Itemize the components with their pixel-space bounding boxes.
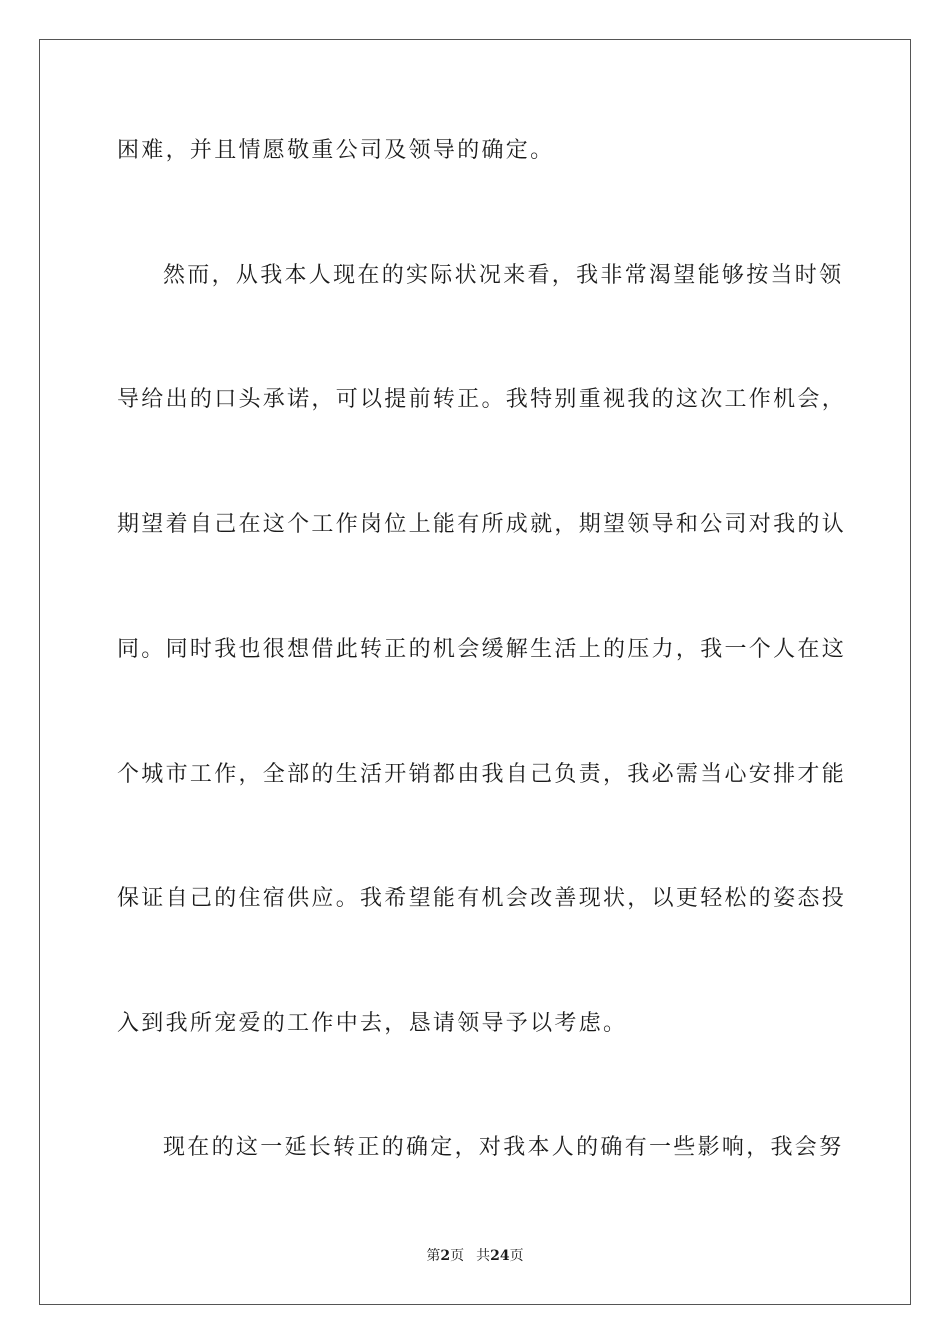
text-line-9: 现在的这一延长转正的确定，对我本人的确有一些影响，我会努 xyxy=(163,1135,844,1160)
text-line-8: 入到我所宠爱的工作中去，恳请领导予以考虑。 xyxy=(117,1011,628,1036)
text-line-5: 同。同时我也很想借此转正的机会缓解生活上的压力，我一个人在这 xyxy=(117,637,847,662)
page-footer xyxy=(0,1246,950,1266)
text-line-3: 导给出的口头承诺，可以提前转正。我特别重视我的这次工作机会， xyxy=(117,387,847,412)
total-prefix: 共 xyxy=(476,1248,491,1264)
text-line-1: 困难，并且情愿敬重公司及领导的确定。 xyxy=(117,138,555,163)
page-suffix: 页 xyxy=(450,1248,465,1264)
text-line-2: 然而，从我本人现在的实际状况来看，我非常渴望能够按当时领 xyxy=(163,263,844,288)
page-prefix: 第 xyxy=(426,1248,441,1264)
page-border xyxy=(39,39,911,1305)
text-line-6: 个城市工作，全部的生活开销都由我自己负责，我必需当心安排才能 xyxy=(117,762,847,787)
text-line-4: 期望着自己在这个工作岗位上能有所成就，期望领导和公司对我的认 xyxy=(117,512,847,537)
text-line-7: 保证自己的住宿供应。我希望能有机会改善现状，以更轻松的姿态投 xyxy=(117,886,847,911)
total-pages: 24 xyxy=(490,1248,510,1264)
page-number: 2 xyxy=(440,1248,451,1264)
total-suffix: 页 xyxy=(509,1248,524,1264)
